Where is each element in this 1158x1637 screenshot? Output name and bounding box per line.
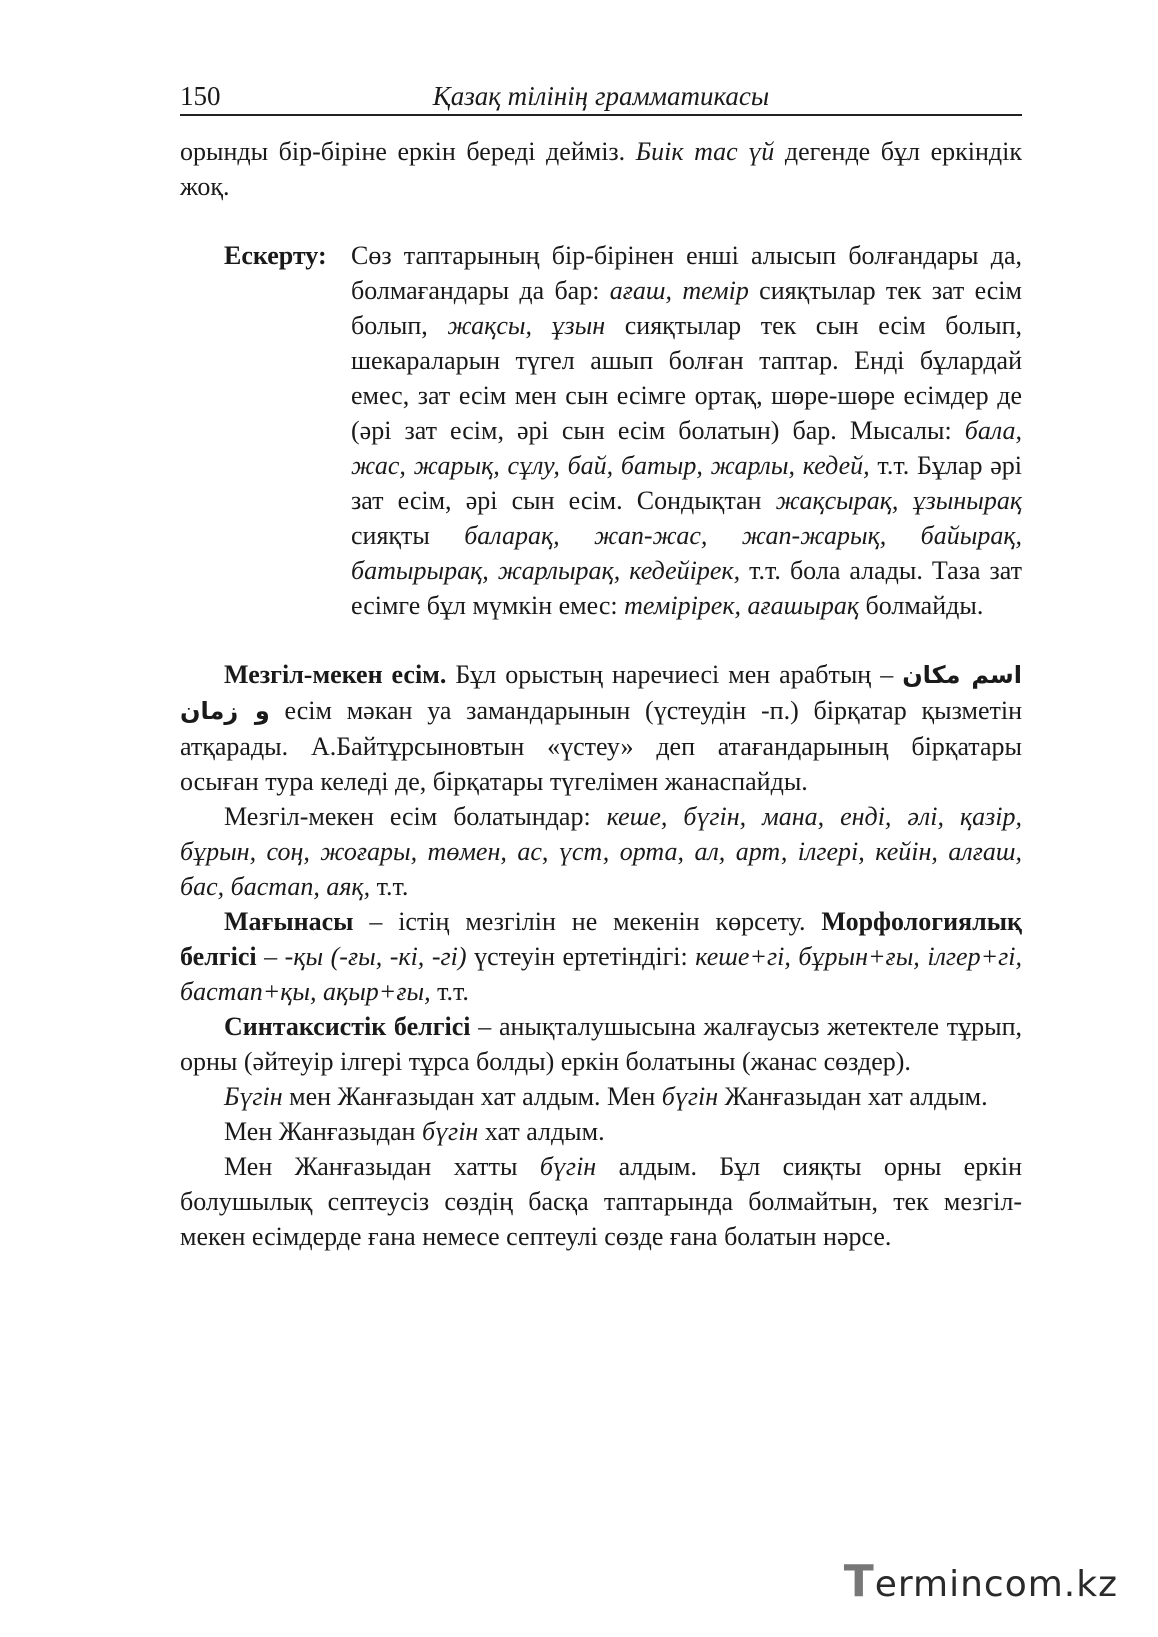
paragraph-meaning: Мағынасы – істің мезгілін не мекенін көрсету. Морфологиялық белгісі – -қы (-ғы, -кі, -гі) үстеуін ертетіндігі: кеше+гі, бұрын+ғы, ілгер+гі, бастап+қы, ақыр+ғы, т.т. xyxy=(180,907,1023,1006)
note-block xyxy=(180,238,1022,623)
watermark-logo: Termincom.kz xyxy=(843,1556,1118,1607)
section-heading: Мезгіл-мекен есім. xyxy=(224,660,447,689)
note-text: Сөз таптарының бір-бірінен енші алысып болғандары да, болмағандары да бар: ағаш, темір сияқтылар тек зат есім болып, жақсы, ұзын сияқтылар тек сын есім болып, шекараларын түгел ашып болған таптар. Енді бұлардай емес, зат есім мен сын есімге ортақ, шөре-шөре есімдер де (әрі зат есім, әрі сын есім болатын) бар. Мысалы: бала, жас, жарық, сұлу, бай, батыр, жарлы, кедей, т.т. Бұлар әрі зат есім, әрі сын есім. Сондықтан жақсырақ, ұзынырақ сияқты баларақ, жап-жас, жап-жарық, байырақ, батырырақ, жарлырақ, кедейірек, т.т. бола алады. Таза зат есімге бұл мүмкін емес: темірірек, ағашырақ болмайды. xyxy=(351,241,1022,620)
paragraph-examples: Мезгіл-мекен есім болатындар: кеше, бүгін, мана, енді, әлі, қазір, бұрын, соң, жоғары, төмен, ас, үст, орта, ал, арт, ілгері, кейін, алғаш, бас, бастап, аяқ, т.т. xyxy=(180,802,1022,901)
paragraph-syntax: Синтаксистік белгісі – анықталушысына жалғаусыз жетектеле тұрып, орны (әйтеуір ілгері тұрса болды) еркін болатыны (жанас сөздер). xyxy=(180,1012,1022,1076)
paragraph-example-3: Мен Жанғазыдан хатты бүгін алдым. Бұл сияқты орны еркін болушылық септеусіз сөздің басқа таптарында болмайтын, тек мезгіл-мекен есімдерде ғана немесе септеулі сөзде ғана болатын нәрсе. xyxy=(180,1152,1022,1251)
page-header xyxy=(180,78,1022,116)
paragraph-intro: орынды бір-біріне еркін береді дейміз. Биік тас үй дегенде бұл еркіндік жоқ. xyxy=(180,137,1022,201)
arabic-term: اسم مكان و زمان xyxy=(180,661,1022,725)
page-number: 150 xyxy=(180,81,221,111)
running-title: Қазақ тілінің грамматикасы xyxy=(432,81,770,111)
paragraph-example-1: Бүгін мен Жанғазыдан хат алдым. Мен бүгін Жанғазыдан хат алдым. xyxy=(224,1082,988,1111)
section-mezgil-meken xyxy=(180,657,1022,1254)
paragraph-definition: Мезгіл-мекен есім. Бұл орыстың наречиесі мен арабтың – اسم مكان و زمان есім мәкан уа замандарынын (үстеудін -п.) бірқатар қызметін атқарады. А.Байтұрсыновтын «үстеу» деп атағандарының бірқатары осыған тура келеді де, бірқатары түгелімен жанаспайды. xyxy=(180,660,1022,796)
paragraph-example-2: Мен Жанғазыдан бүгін хат алдым. xyxy=(224,1117,605,1146)
page xyxy=(180,78,1022,1254)
note-label: Ескерту: xyxy=(224,241,327,270)
